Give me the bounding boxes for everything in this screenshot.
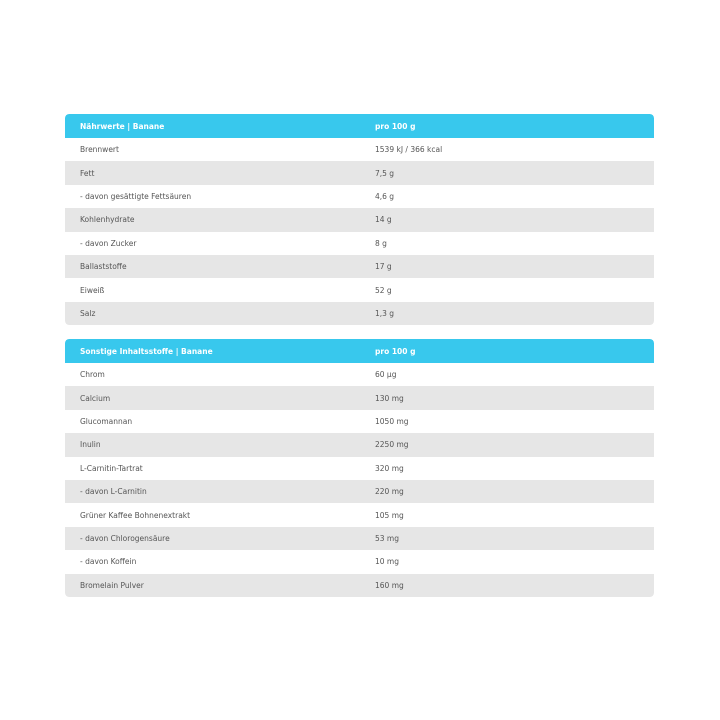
table-row [65,185,654,208]
row-value: 1539 kJ / 366 kcal [375,145,443,155]
table-row [65,550,654,573]
row-value: 320 mg [375,463,404,473]
row-value: 60 µg [375,370,397,380]
table-row [65,480,654,503]
table-header [65,114,654,138]
row-name: - davon Koffein [80,557,137,567]
row-name: - davon Zucker [80,238,137,248]
row-name: Grüner Kaffee Bohnenextrakt [80,510,191,520]
row-name: L-Carnitin-Tartrat [80,463,143,473]
row-value: 1050 mg [375,416,409,426]
row-name: Ballaststoffe [80,262,127,272]
row-name: Bromelain Pulver [80,580,144,590]
table-row [65,574,654,597]
nutrition-table [65,114,654,325]
header-value: pro 100 g [375,346,416,356]
row-value: 4,6 g [375,191,395,201]
row-value: 1,3 g [375,308,395,318]
header-value: pro 100 g [375,121,416,131]
row-name: Inulin [80,440,101,450]
row-name: Fett [80,168,95,178]
table-row [65,410,654,433]
row-name: - davon Chlorogensäure [80,533,170,543]
table-body [65,363,654,597]
table-row [65,278,654,301]
table-row [65,255,654,278]
table-row [65,302,654,325]
table-row [65,503,654,526]
row-value: 10 mg [375,557,399,567]
row-name: - davon gesättigte Fettsäuren [80,191,192,201]
row-name: Salz [80,308,96,318]
other-ingredients-table [65,339,654,597]
row-value: 8 g [375,238,387,248]
table-row [65,363,654,386]
row-value: 52 g [375,285,392,295]
table-row [65,232,654,255]
row-value: 7,5 g [375,168,395,178]
row-name: Brennwert [80,145,119,155]
table-row [65,208,654,231]
row-value: 2250 mg [375,440,409,450]
row-name: Kohlenhydrate [80,215,135,225]
row-value: 160 mg [375,580,404,590]
row-name: Eiweiß [80,285,105,295]
row-value: 105 mg [375,510,404,520]
header-name: Sonstige Inhaltsstoffe | Banane [80,346,213,356]
row-name: - davon L-Carnitin [80,487,147,497]
table-row [65,161,654,184]
row-value: 220 mg [375,487,404,497]
table-body [65,138,654,325]
row-value: 14 g [375,215,392,225]
row-value: 17 g [375,262,392,272]
row-name: Chrom [80,370,105,380]
table-row [65,457,654,480]
row-name: Glucomannan [80,416,133,426]
table-row [65,138,654,161]
table-row [65,433,654,456]
header-name: Nährwerte | Banane [80,121,165,131]
table-header [65,339,654,363]
table-row [65,386,654,409]
table-row [65,527,654,550]
row-name: Calcium [80,393,111,403]
row-value: 53 mg [375,533,399,543]
row-value: 130 mg [375,393,404,403]
